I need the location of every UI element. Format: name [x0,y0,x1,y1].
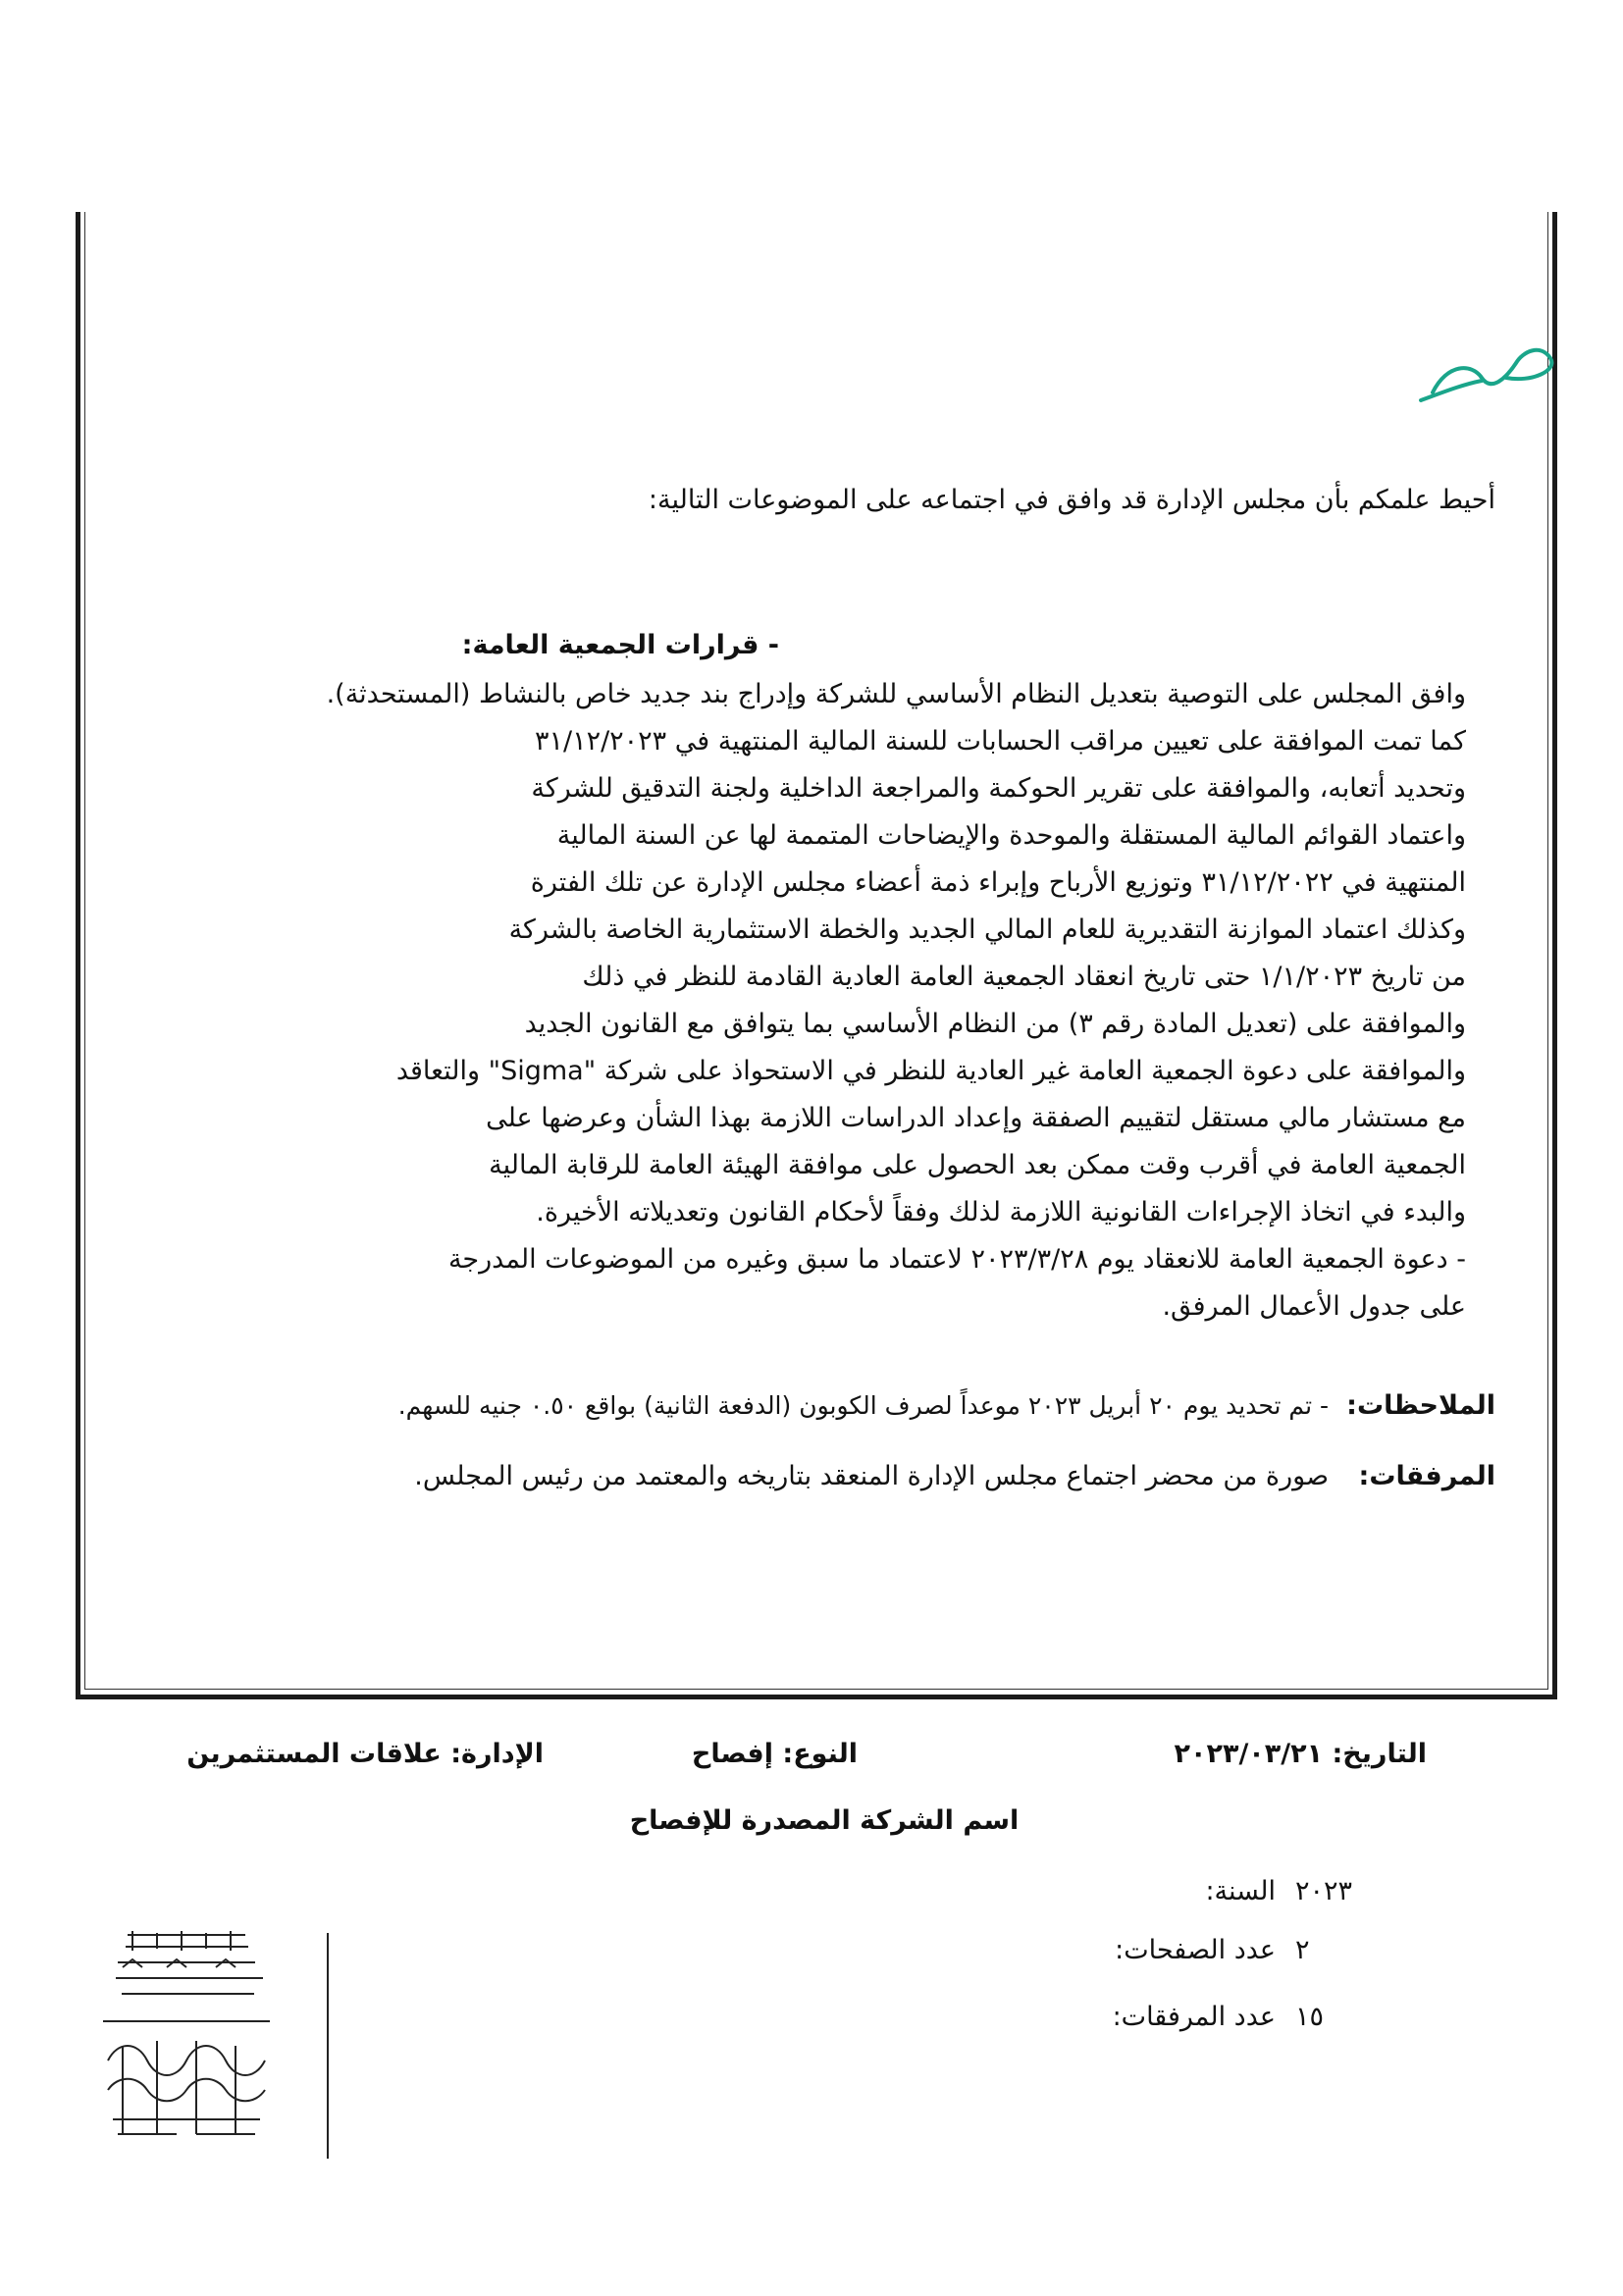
footer-doc-type [602,1739,858,1769]
intro-text: أحيط علمكم بأن مجلس الإدارة قد وافق في اجتماعه على الموضوعات التالية: [648,485,1495,515]
body-line: على جدول الأعمال المرفق. [1162,1291,1466,1322]
body-line: وكذلك اعتماد الموازنة التقديرية للعام المالي الجديد والخطة الاستثمارية الخاصة بالشركة [508,914,1466,945]
footer-date-value: ٢٠٢٣/٠٣/٢١ [1174,1739,1324,1769]
body-line: والبدء في اتخاذ الإجراءات القانونية اللازمة لذلك وفقاً لأحكام القانون وتعديلاته الأخيرة. [536,1197,1466,1227]
footer-date-label: التاريخ: [1332,1739,1427,1769]
footer-doc-type-label: النوع: [782,1739,858,1769]
stamp-divider [327,1933,329,2159]
attachments-count-label: عدد المرفقات: [1112,2002,1276,2032]
body-line: كما تمت الموافقة على تعيين مراقب الحسابات للسنة المالية المنتهية في ٣١/١٢/٢٠٢٣ [534,726,1466,757]
body-line: من تاريخ ١/١/٢٠٢٣ حتى تاريخ انعقاد الجمعية العامة العادية القادمة للنظر في ذلك [582,962,1466,992]
footer-department-label: الإدارة: [450,1739,544,1769]
body-line: والموافقة على دعوة الجمعية العامة غير العادية للنظر في الاستحواذ على شركة "Sigma" والتعاقد [395,1056,1466,1086]
footer-doc-type-value: إفصاح [691,1739,773,1769]
attachments-label: المرفقات: [1358,1461,1495,1491]
body-line: المنتهية في ٣١/١٢/٢٠٢٢ وتوزيع الأرباح وإبراء ذمة أعضاء مجلس الإدارة عن تلك الفترة [530,867,1466,898]
attachments-count-value: ١٥ [1295,2002,1325,2032]
body-line: وتحديد أتعابه، والموافقة على تقرير الحوكمة والمراجعة الداخلية ولجنة التدقيق للشركة [531,773,1466,804]
year-label: السنة: [1205,1876,1276,1906]
body-line: - دعوة الجمعية العامة للانعقاد يوم ٢٠٢٣/٣/٢٨ لاعتماد ما سبق وغيره من الموضوعات المدرجة [447,1244,1466,1275]
notes-text: - تم تحديد يوم ٢٠ أبريل ٢٠٢٣ موعداً لصرف الكوبون (الدفعة الثانية) بواقع ٠.٥٠ جنيه للسهم. [397,1391,1329,1420]
body-line: مع مستشار مالي مستقل لتقييم الصفقة وإعداد الدراسات اللازمة بهذا الشأن وعرضها على [486,1103,1466,1133]
body-line: واعتماد القوائم المالية المستقلة والموحدة والإيضاحات المتممة لها عن السنة المالية [556,820,1466,851]
body-line: الجمعية العامة في أقرب وقت ممكن بعد الحصول على موافقة الهيئة العامة للرقابة المالية [489,1150,1466,1180]
section-heading: - قرارات الجمعية العامة: [461,630,779,660]
pages-value: ٢ [1295,1935,1310,1965]
year-value: ٢٠٢٣ [1295,1876,1353,1906]
notes-label: الملاحظات: [1346,1390,1495,1421]
pages-label: عدد الصفحات: [1115,1935,1276,1965]
footer-department-value: علاقات المستثمرين [186,1739,442,1769]
company-line: اسم الشركة المصدرة للإفصاح [629,1805,1020,1836]
signature-icon [1413,324,1560,412]
stamp-icon [88,1923,285,2159]
attachments-text: صورة من محضر اجتماع مجلس الإدارة المنعقد بتاريخه والمعتمد من رئيس المجلس. [414,1461,1329,1491]
body-line: والموافقة على (تعديل المادة رقم ٣) من النظام الأساسي بما يتوافق مع القانون الجديد [524,1009,1466,1039]
body-line: وافق المجلس على التوصية بتعديل النظام الأساسي للشركة وإدراج بند جديد خاص بالنشاط (المستحدثة). [326,679,1466,709]
footer-date [1054,1739,1427,1769]
footer-department [131,1739,544,1769]
